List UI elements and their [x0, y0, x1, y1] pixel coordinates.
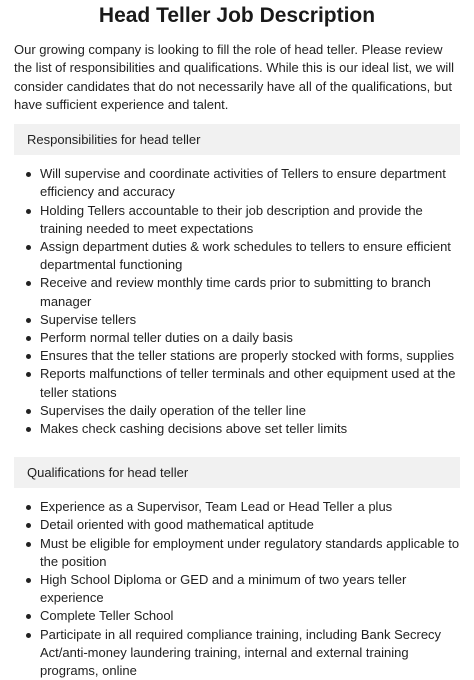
qualifications-heading: Qualifications for head teller	[14, 457, 460, 488]
list-item-text: Detail oriented with good mathematical aptitude	[40, 517, 314, 533]
page-title: Head Teller Job Description	[98, 4, 376, 27]
bullet-icon	[26, 336, 31, 341]
list-item	[40, 165, 460, 201]
list-item-text: Ensures that the teller stations are properly stocked with forms, supplies	[40, 348, 455, 364]
list-item-text: Supervise tellers	[40, 311, 137, 327]
list-item-text: Makes check cashing decisions above set teller limits	[40, 421, 348, 437]
bullet-icon	[26, 542, 31, 547]
bullet-icon	[26, 578, 31, 583]
list-item	[40, 607, 460, 625]
list-item	[40, 571, 460, 607]
bullet-icon	[26, 505, 31, 510]
bullet-icon	[26, 245, 31, 250]
bullet-icon	[26, 614, 31, 619]
list-item	[40, 535, 460, 571]
list-item-text: Assign department duties & work schedules to tellers to ensure efficient departmental functioning	[40, 239, 451, 273]
list-item	[40, 402, 460, 420]
bullet-icon	[26, 633, 31, 638]
list-item-text: Complete Teller School	[40, 608, 174, 624]
bullet-icon	[26, 427, 31, 432]
qualifications-list	[14, 498, 460, 680]
list-item	[40, 365, 460, 401]
list-item	[40, 202, 460, 238]
bullet-icon	[26, 409, 31, 414]
list-item-text: Supervises the daily operation of the teller line	[40, 402, 306, 418]
list-item	[40, 238, 460, 274]
list-item	[40, 311, 460, 329]
bullet-icon	[26, 523, 31, 528]
bullet-icon	[26, 172, 31, 177]
bullet-icon	[26, 354, 31, 359]
list-item-text: Will supervise and coordinate activities of Tellers to ensure department efficiency and accuracy	[40, 166, 446, 200]
list-item	[40, 274, 460, 310]
bullet-icon	[26, 372, 31, 377]
list-item-text: Experience as a Supervisor, Team Lead or Head Teller a plus	[40, 499, 393, 515]
list-item-text: Holding Tellers accountable to their job description and provide the training needed to meet expectations	[40, 202, 423, 236]
list-item-text: High School Diploma or GED and a minimum of two years teller experience	[40, 572, 407, 606]
list-item	[40, 626, 460, 680]
list-item	[40, 516, 460, 534]
list-item-text: Reports malfunctions of teller terminals and other equipment used at the teller stations	[40, 366, 456, 400]
list-item	[40, 329, 460, 347]
list-item-text: Receive and review monthly time cards prior to submitting to branch manager	[40, 275, 431, 309]
bullet-icon	[26, 281, 31, 286]
list-item	[40, 420, 460, 438]
list-item	[40, 347, 460, 365]
responsibilities-heading: Responsibilities for head teller	[14, 124, 460, 155]
list-item	[40, 498, 460, 516]
list-item-text: Perform normal teller duties on a daily basis	[40, 330, 293, 346]
list-item-text: Participate in all required compliance training, including Bank Secrecy Act/anti-money laundering training, internal and external training programs, online	[40, 626, 442, 679]
responsibilities-list	[14, 165, 460, 438]
list-item-text: Must be eligible for employment under regulatory standards applicable to the position	[40, 535, 460, 569]
bullet-icon	[26, 318, 31, 323]
bullet-icon	[26, 209, 31, 214]
intro-paragraph: Our growing company is looking to fill the role of head teller. Please review the list of responsibilities and qualifications. While this is our ideal list, we will consider candidates that do not necessarily have all of the qualifications, but have sufficient experience and talent.	[14, 42, 455, 112]
